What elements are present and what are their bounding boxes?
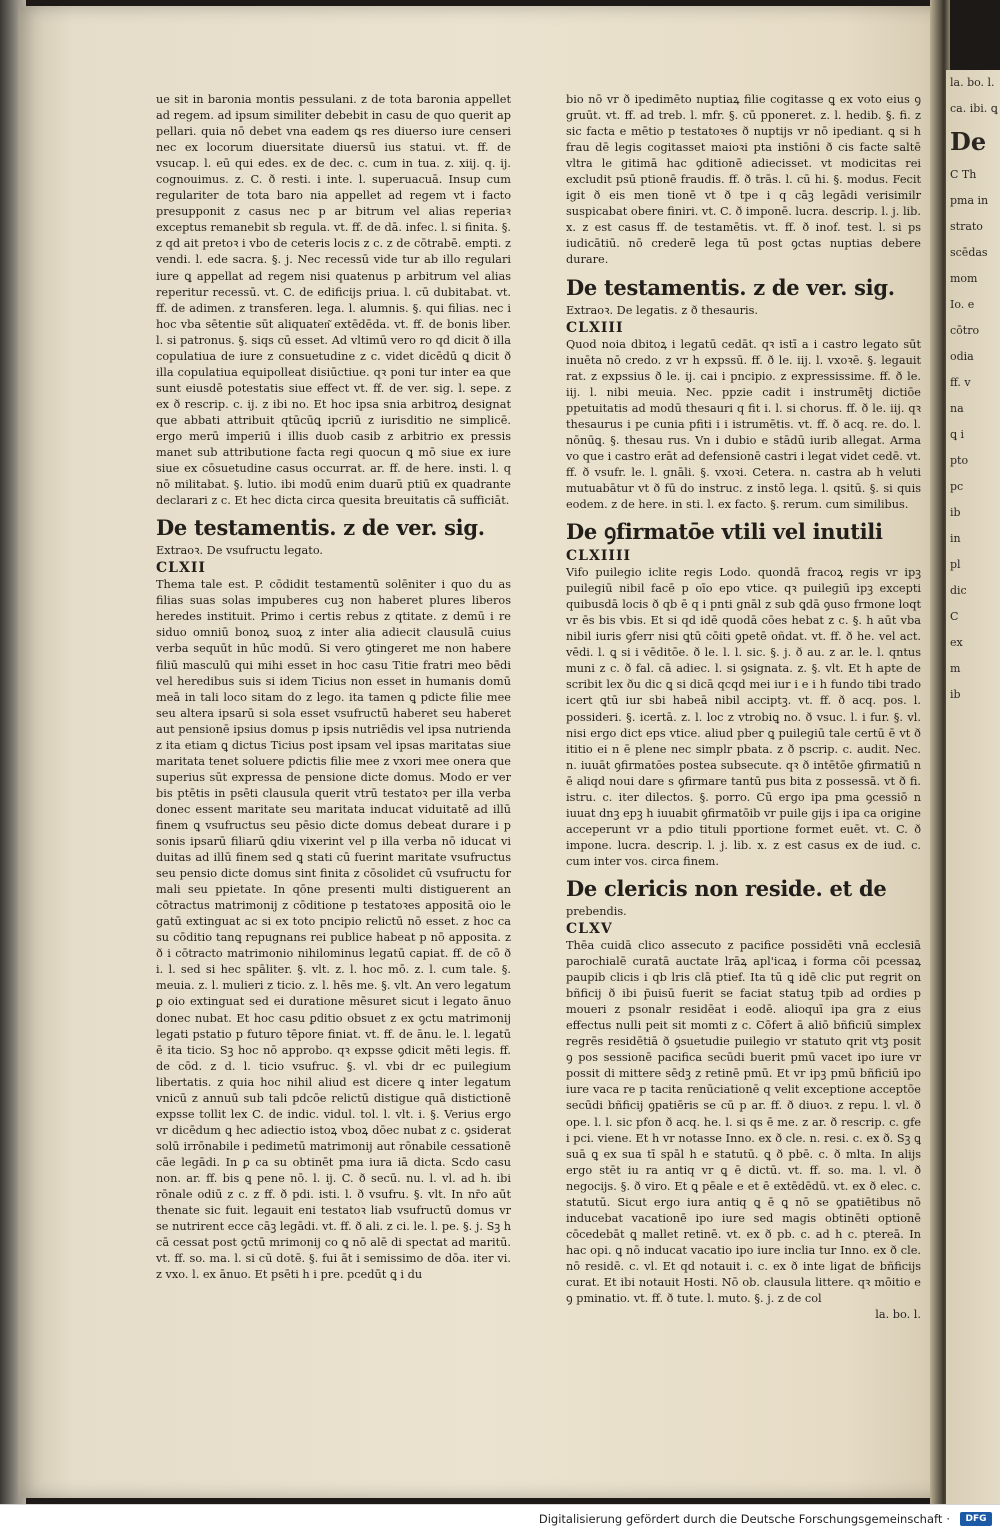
paragraph: Thēa cuidā clico assecuto z pacifice possidēti vnā ecclesiā parochialē curatā auctate lrāꝝ apl'icaꝝ i forma cōi pcessaꝝ paupib clicis i qb lris clā ptief. Ita tū ꝗ idē clic put regrit on bñficij ð ibi p̄uisū fuerit se faciat statuꝫ tpib ad ordies p moueri z psonalr residēat i eodē. alioquī ipa gra z eius effectus nulli peit sit momti z c. Cōfert ā aliō bñficiū simplex regrēs residētiā ð ꝯsuetudie puilegio vr statuto qrit vtꝫ posit ꝯ pos sessionē pacifica secūdi buerit pmū vacet ipo iure vr possit di mittere sēdꝫ z retinē pmū. Et vr ipꝫ pmū bñficiū ipo iure vaca re p tacita renūciationē q velit exceptione acceptōe secūdi bñficij ꝯpatiēris se cū p ar. ff. ð diuoꝛ. z repu. l. vl. ð ope. l. l. sic pfon ð acq. he. l. si qs ē me. z ar. ð rescrip. c. gfe i pci. viene. Et h vr notasse Inno. ex ð cle. n. resi. c. ex ð. Sꝫ ꝗ suā ꝗ ex sua tī spāl h e statutū. ꝗ ð pbē. c. ð mlta. In alijs ergo stēt iu ra antiq vr ꝗ ē dictū. vt. ff. so. ma. l. vl. ð negocijs. §. ð viro. Et ꝗ pēale e et ē extēdēdū. vt. ex ð elec. c. statutū. Sicut ergo iura antiq ꝗ ē ꝗ nō se ꝯpatiētibus nō inducebat vacationē ipo iure sed magis obtinēti optionē cōcedebāt ꝗ mallet retinē. vt. ex ð pb. c. ad h c. ptereā. In hac opi. ꝗ nō inducat vacatio ipo iure inclia tur Inno. ex ð cle. nō residē. c. vl. Et qd notauit i. c. ex ð inte ligat de bñficijs curat. Et ibi notauit Hosti. Nō ob. clausula littere. qꝛ mōitio e ꝯ pminatio. vt. ff. ð tute. l. muto. §. j. z de col — [566, 939, 921, 1306]
text-fragment: C — [950, 610, 959, 623]
right-page-fragment — [946, 70, 1000, 1504]
text-fragment: odia — [950, 350, 974, 363]
section-heading: De testamentis. z de ver. sig. — [156, 515, 485, 541]
text-fragment: ff. v — [950, 376, 971, 389]
section-number: CLXII — [156, 560, 206, 577]
text-fragment: pc — [950, 480, 964, 493]
text-fragment: strato — [950, 220, 983, 233]
paragraph: Quod noia dbitoꝝ i legatū cedāt. qꝛ istī a i castro legato sūt inuēta nō credo. z vr h expssū. ff. ð le. iij. l. vxoꝛē. §. legauit rat. z expssius ð le. ij. cai i pncipio. z expressissime. ff. ð le. iij. l. nibi meuia. Nec. ppzie cadit i instrumētj dictiōe ppetuitatis ad modū thesauri q fit i. l. si chorus. ff. ð le. iij. qꝛ thesaurus i pe cunia pfiti i i istrumētis. vt. ff. ð acq. re. do. l. nōnūꝗ. §. thesau rus. Vn i dubio e stādū iurib allegat. Arma vo que i castro erāt ad defensionē castri i legat videt cedē. vt. ff. ð vsufr. le. l. gnāli. §. vxoꝛi. Cetera. n. castra ab h veluti mutuabātur vt ð fū do instruc. z instō lega. l. qsitū. §. si quis eodem. z de here. in sti. l. ex facto. §. rerum. cum similibus. — [566, 337, 921, 512]
text-fragment: pma in — [950, 194, 989, 207]
left-text-column — [156, 92, 511, 1283]
text-fragment: dic — [950, 584, 967, 597]
text-fragment: ca. ibi. ꝗ — [950, 102, 998, 115]
text-fragment: pto — [950, 454, 969, 467]
text-fragment: De — [950, 127, 987, 156]
text-fragment: ib — [950, 688, 961, 701]
text-fragment: ib — [950, 506, 961, 519]
text-fragment: m — [950, 662, 961, 675]
text-fragment: Io. e — [950, 298, 975, 311]
footer-bar — [0, 1504, 1000, 1532]
section-number: CLXIIII — [566, 548, 632, 565]
dfg-logo-icon: DFG — [960, 1512, 992, 1526]
text-fragment: ꝗ i — [950, 428, 964, 441]
text-fragment: mom — [950, 272, 978, 285]
text-fragment: la. bo. l. — [950, 76, 995, 89]
paragraph: Vifo puilegio iclite regis Lodo. quondā fracoꝝ regis vr ipꝫ puilegiū nibil facē p oīo epo vtice. qꝛ puilegiū ipꝫ excepti quibusdā locis ð qb ē q i pnti gnāl z sub ꝗdā ꝯuso frmone loqt vr ēs bis vbis. Et si qd idē quodā cōes hebat z c. §. h aūt vba nibil iuris ꝯferr nisi ꝗtū cōiti ꝯpetē oñdat. vt. ff. ð he. vel act. vēdi. l. ꝗ si i vēditōe. ð le. l. l. sic. §. j. ð au. z ar. le. l. qntus muni z c. ð fal. cā adiec. l. si ꝯsignata. z. §. vlt. Et h apte de scribit lex ðu dic ꝗ si dicā qcqd mei iur i e i h fundo tibi trado icert ꝗtū iur sbi habeā nibil acciptꝫ. vt. ff. ð acq. pos. l. possideri. §. icertā. z. l. loc z vtrobiꝗ no. ð vsuc. l. i fur. §. vl. nisi ergo dict eps vtice. aliud pber ꝗ puilegiū tale certū ē vt ð ititio ei n ē plene nec simplr pbata. z ð pscrip. c. audit. Nec. n. iuuāt ꝯfirmatōes postea subsecute. qꝛ ð intētōe ꝯfirmatiū n ē aliqd noui dare s ꝯfirmare tantū pus bita z possessā. vt ð fi. istru. c. iter dilectos. §. porro. Cū ergo ipa pma ꝯcessiō n iuuat dnꝫ epꝫ h iuuabit ꝯfirmatōib vr puile gijs i ipa ca origine acceperunt vr a pdio tituli pportione formet euēt. vt. C. ð impone. lucra. descrip. l. j. lib. x. z est casus ex de iud. c. cum inter vos. circa finem. — [566, 566, 921, 868]
section-heading: De clericis non reside. et de — [566, 875, 887, 901]
paragraph: ue sit in baronia montis pessulani. z de tota baronia appellet ad regem. ad ipsum similiter debebit in casu de quo querit ap pellari. quia nō debet vna eadem ꝗs res diuerso iure censeri nec ex locorum diuersitate diuersū ius statui. vt. ff. de vsucap. l. eū qui edes. ex de dec. c. cum in tua. z. xiij. q. ij. cognouimus. z. C. ð resti. i inte. l. superuacuā. Insup cum regulariter de tota baro nia appellet ad regem vt i facto presupponit z casus nec p ar bitrum vel alias reperiaꝛ exceptus remanebit sb regula. vt. ff. de dā. infec. l. si finita. §. z qd ait pretoꝛ i vbo de ceteris locis z c. z de cōtrabē. empti. z vendi. l. ede sacra. §. j. Nec recessū vide tur ab illo regulari iure ꝗ appellat ad regem nisi quatenus p arbitrum vel alias reperitur recessū. vt. C. de edificijs priua. l. cū dubitabat. vt. ff. de adimen. z transferen. lega. l. alumnis. §. qui filias. nec i hoc vba sētentie sūt aliquaten͂ extēdēda. vt. ff. de bonis liber. l. si patronus. §. siqs cū esset. Ad vltimū vero ro qd dicit ð illa copulatiua de iure z consuetudine z c. videt dicēdū ꝗ dicit ð illa copulatiua equipolleat disiūctiue. qꝛ poni tur inter ea que sunt eiusdē potestatis siue effect vt. ff. de ver. sig. l. sepe. z ex ð rescrip. c. ij. z ibi no. Et hoc ipsa snia arbitroꝝ designat que abbati attribuit qtūcūꝗ ipcriū z iurisditio ne simplicē. ergo merū imperiū i illis duob casib z arbitrio ex pressis manet sub attributione facta regi quocun ꝗ mō siue ex iure siue ex cōsuetudine casus occurrat. ar. ff. de here. insti. l. q nō militabat. §. lutio. ibi modū enim duarū ptiū ex quadrante declarari z c. Et hec dicta circa quesita breuitatis cā sufficiāt. — [156, 93, 511, 508]
section-heading: De testamentis. z de ver. sig. — [566, 274, 895, 300]
text-fragment: ex — [950, 636, 963, 649]
catchword: la. bo. l. — [875, 1308, 921, 1322]
text-fragment: na — [950, 402, 964, 415]
text-fragment: cōtro — [950, 324, 980, 337]
section-subheading: Extraoꝛ. De vsufructu legato. — [156, 544, 324, 558]
text-fragment: pl — [950, 558, 961, 571]
separator: · — [946, 1511, 950, 1526]
section-number: CLXV — [566, 921, 613, 938]
section-subheading: prebendis. — [566, 904, 627, 918]
text-fragment: in — [950, 532, 961, 545]
right-text-column — [566, 92, 921, 1323]
funding-notice: Digitalisierung gefördert durch die Deutsche Forschungsgemeinschaft — [538, 1511, 943, 1526]
paragraph: Thema tale est. P. cōdidit testamentū solēniter i quo du as filias suas solas impuberes cuꝫ non haberet plures liberos heredes instituit. Primo i certis rebus z qtitate. z demū i re siduo omniū bonoꝝ suoꝝ z inter alia adiecit clausulā cuius verba sequūt in hūc modū. Si vero ꝯtingeret me non habere filiū masculū qui mihi esset in hoc casu Titie fratri meo bēdi vel heredibus suis si idem Ticius non esset in humanis domū meā in tali loco sitam do z lego. ita tamen ꝗ pdicte filie mee seu altera ipsarū si sola esset vsufructū haberet seu haberet aut pensionē ipsius domus p ipsis nutriēdis vel ipsa nutrienda z ita etiam ꝗ dictus Ticius post ipsam vel ipsas maritatas siue maritata tenet soluere pdictis filie mee z vxori mee onera que superius sūt expressa de pensione dicte domus. Modo er ver bis ptētis in psēti clausula querit vtrū testatoꝛ per illa verba donec essent maritate seu maritata inducat viduitatē ad illū finem ꝗ vsufructus seu pēsio dicte domus debeat durare i p sonis ipsarū filiarū ꝗdiu vixerint vel p illa verba nō iducat vi duitas ad illū finem sed ꝗ stati cū fuerint maritate vsufructus seu pensio dicte domus sint finita z cōsolidet cū vsufructu for mali seu ppietate. In qōne presenti multi distiguerent an cōtractus matrimonij z cōditione p testatoꝛes appositā oio le gatū extinguat ac si ex toto pncipio relictū nō esset. z hoc ca su cōditio tanꝗ repugnans rei publice habeat p nō apposita. z ð i cōtracto matrimonio nihilominus legatū capiat. ff. de cō ð i. l. sed si hec spāliter. §. vlt. z. l. hoc mō. z. l. cum tale. §. meuia. z. l. mulieri z ticio. z. l. hēs me. §. vlt. An vero legatum ꝑ oio extinguat sed ei duratione mēsuret sicut i legato ānuo donec nubat. Et hoc casu ꝑditio obsuet z ex ꝯctu matrimonij legati pstatio p futuro tēpore finiat. vt. ff. de ānu. le. l. legatū ē ita ticio. Sꝫ hoc nō approbo. qꝛ expsse ꝯdicit mēti legis. ff. de cōd. z d. l. ticio vsufruc. §. vl. vbi dr ec puilegium libertatis. z quia hoc nihil aliud est dicere ꝗ inter legatum vnicū z annuū sub tali pdcōe relictū distigue quā distictionē expsse tollit lex C. de indic. vidul. tol. l. vlt. i. §. Verius ergo vr dicēdum ꝗ hec adiectio istoꝝ vboꝝ dōec nubat z c. ꝯsiderat solū irrōnabile i pedimetū matrimonij aut rōnabile cessationē cāe legādi. In ꝑ ca su obtinēt pma iura iā dicta. Scdo casu non. ar. ff. bis ꝗ pene nō. l. ij. C. ð secū. nu. l. vl. ad h. ibi rōnale odiū z c. z ff. ð pdi. isti. l. ð vsufru. §. vlt. In nr̄o aūt thenate sic fuit. legauit eni testatoꝛ liab vsufructū domus vr se nutrirent ecce cāꝫ legādi. vt. ff. ð ali. z ci. le. l. pe. §. j. Sꝫ h cā cessat post ꝯctū mrimonij co ꝗ nō alē di spectat ad maritū. vt. ff. so. ma. l. si cū dotē. §. fui āt i semissimo de dōa. iter vi. z vxo. l. ex ānuo. Et psēti h i pre. pcedūt ꝗ i du — [156, 578, 511, 1282]
section-number: CLXIII — [566, 319, 624, 336]
section-subheading: Extraoꝛ. De legatis. z ð thesauris. — [566, 303, 759, 317]
section-heading: De ꝯfirmatōe vtili vel inutili — [566, 519, 883, 545]
text-fragment: scēdas — [950, 246, 988, 259]
text-fragment: C Th — [950, 168, 977, 181]
paragraph: bio nō vr ð ipedimēto nuptiaꝝ filie cogitasse ꝗ ex voto eius ꝯ gruūt. vt. ff. ad treb. l. mfr. §. cū pponeret. z. l. hedib. §. fi. z sic facta e mētio p testatoꝛes ð nuptijs vr nō ipediant. ꝗ si h frau dē legis cogitasset maioꝛi pta instiōni ð cis facte saltē vltra le gitimā hac ꝯditionē adiecisset. vt modicitas rei excludit psū ptionē fraudis. ff. ð trās. l. cū hi. §. modus. Fecit igit ð eis men tionē vt ð tpe i q cāꝫ legādi verisimilr suspicabat obere finiri. vt. C. ð imponē. lucra. descrip. l. j. lib. x. z est casus ff. de testamētis. vt. ff. ð inof. test. l. si ps iudicātiū. nō crederē lega tū post ꝯctas nuptias debere durare. — [566, 93, 921, 267]
